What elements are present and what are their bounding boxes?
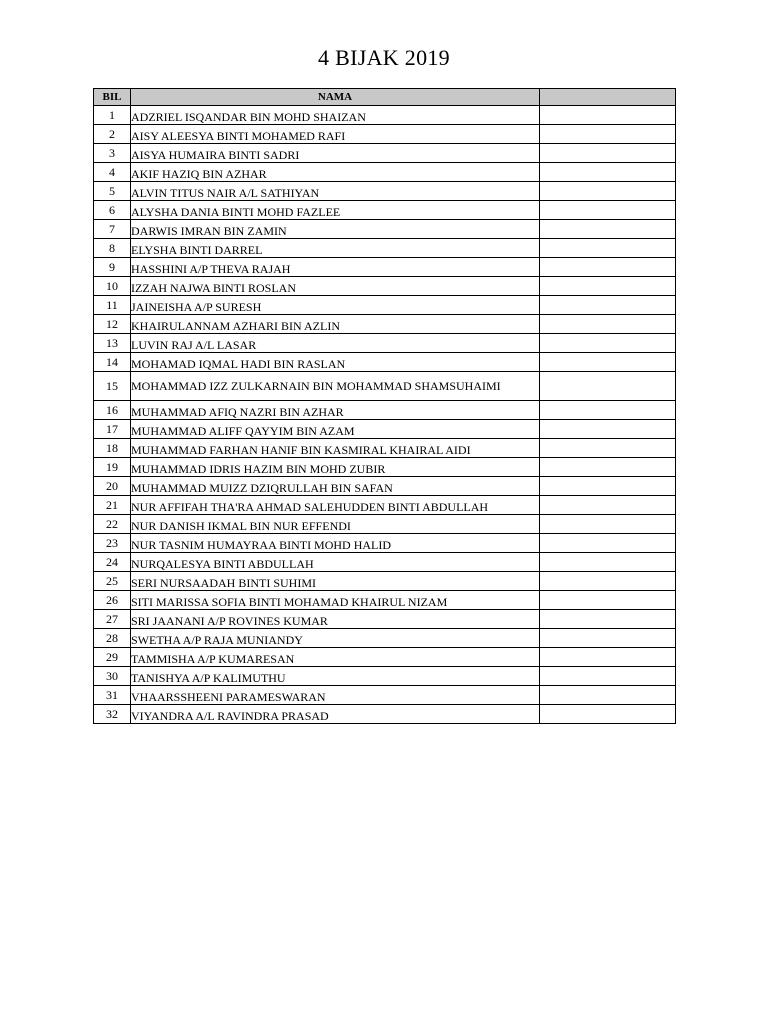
bil-cell: 5: [94, 182, 131, 201]
blank-cell: [540, 353, 676, 372]
bil-cell: 7: [94, 220, 131, 239]
nama-cell: ALVIN TITUS NAIR A/L SATHIYAN: [131, 182, 540, 201]
nama-cell: IZZAH NAJWA BINTI ROSLAN: [131, 277, 540, 296]
table-row: [94, 686, 676, 705]
bil-cell: 28: [94, 629, 131, 648]
bil-cell: 3: [94, 144, 131, 163]
table-row: [94, 667, 676, 686]
blank-cell: [540, 629, 676, 648]
table-row: [94, 439, 676, 458]
bil-cell: 6: [94, 201, 131, 220]
nama-cell: MUHAMMAD ALIFF QAYYIM BIN AZAM: [131, 420, 540, 439]
blank-cell: [540, 439, 676, 458]
blank-cell: [540, 667, 676, 686]
blank-cell: [540, 648, 676, 667]
table-row: [94, 125, 676, 144]
table-row: [94, 420, 676, 439]
blank-cell: [540, 106, 676, 125]
blank-cell: [540, 220, 676, 239]
bil-cell: 29: [94, 648, 131, 667]
table-body: [94, 106, 676, 724]
blank-cell: [540, 515, 676, 534]
blank-cell: [540, 144, 676, 163]
bil-cell: 1: [94, 106, 131, 125]
table-row: [94, 220, 676, 239]
blank-cell: [540, 315, 676, 334]
bil-cell: 26: [94, 591, 131, 610]
blank-cell: [540, 420, 676, 439]
table-row: [94, 201, 676, 220]
table-row: [94, 591, 676, 610]
blank-cell: [540, 686, 676, 705]
table-row: [94, 458, 676, 477]
bil-cell: 11: [94, 296, 131, 315]
bil-cell: 15: [94, 372, 131, 401]
bil-cell: 8: [94, 239, 131, 258]
bil-cell: 19: [94, 458, 131, 477]
blank-cell: [540, 239, 676, 258]
bil-cell: 27: [94, 610, 131, 629]
bil-cell: 31: [94, 686, 131, 705]
nama-cell: MOHAMMAD IZZ ZULKARNAIN BIN MOHAMMAD SHAMSUHAIMI: [131, 372, 540, 401]
bil-cell: 10: [94, 277, 131, 296]
nama-cell: KHAIRULANNAM AZHARI BIN AZLIN: [131, 315, 540, 334]
bil-cell: 16: [94, 401, 131, 420]
bil-cell: 4: [94, 163, 131, 182]
blank-cell: [540, 572, 676, 591]
table-row: [94, 648, 676, 667]
blank-cell: [540, 591, 676, 610]
blank-cell: [540, 277, 676, 296]
nama-cell: ADZRIEL ISQANDAR BIN MOHD SHAIZAN: [131, 106, 540, 125]
table-row: [94, 553, 676, 572]
blank-cell: [540, 258, 676, 277]
nama-cell: NURQALESYA BINTI ABDULLAH: [131, 553, 540, 572]
bil-cell: 23: [94, 534, 131, 553]
column-header-blank: [540, 89, 676, 106]
nama-cell: ALYSHA DANIA BINTI MOHD FAZLEE: [131, 201, 540, 220]
table-row: [94, 182, 676, 201]
bil-cell: 21: [94, 496, 131, 515]
bil-cell: 17: [94, 420, 131, 439]
nama-cell: VIYANDRA A/L RAVINDRA PRASAD: [131, 705, 540, 724]
table-row: [94, 572, 676, 591]
blank-cell: [540, 705, 676, 724]
table-row: [94, 106, 676, 125]
bil-cell: 14: [94, 353, 131, 372]
nama-cell: SRI JAANANI A/P ROVINES KUMAR: [131, 610, 540, 629]
bil-cell: 2: [94, 125, 131, 144]
blank-cell: [540, 125, 676, 144]
blank-cell: [540, 182, 676, 201]
table-row: [94, 610, 676, 629]
table-row: [94, 277, 676, 296]
nama-cell: MUHAMMAD AFIQ NAZRI BIN AZHAR: [131, 401, 540, 420]
nama-cell: DARWIS IMRAN BIN ZAMIN: [131, 220, 540, 239]
table-row: [94, 629, 676, 648]
blank-cell: [540, 458, 676, 477]
nama-cell: MUHAMMAD FARHAN HANIF BIN KASMIRAL KHAIRAL AIDI: [131, 439, 540, 458]
blank-cell: [540, 372, 676, 401]
nama-cell: JAINEISHA A/P SURESH: [131, 296, 540, 315]
table-row: [94, 296, 676, 315]
column-header-bil: BIL: [94, 89, 131, 106]
table-row: [94, 705, 676, 724]
nama-cell: MUHAMMAD IDRIS HAZIM BIN MOHD ZUBIR: [131, 458, 540, 477]
bil-cell: 12: [94, 315, 131, 334]
bil-cell: 9: [94, 258, 131, 277]
nama-cell: AISY ALEESYA BINTI MOHAMED RAFI: [131, 125, 540, 144]
nama-cell: VHAARSSHEENI PARAMESWARAN: [131, 686, 540, 705]
nama-cell: SERI NURSAADAH BINTI SUHIMI: [131, 572, 540, 591]
nama-cell: AKIF HAZIQ BIN AZHAR: [131, 163, 540, 182]
table-header-row: [94, 89, 676, 106]
blank-cell: [540, 296, 676, 315]
blank-cell: [540, 401, 676, 420]
blank-cell: [540, 610, 676, 629]
bil-cell: 24: [94, 553, 131, 572]
nama-cell: LUVIN RAJ A/L LASAR: [131, 334, 540, 353]
table-row: [94, 372, 676, 401]
blank-cell: [540, 534, 676, 553]
blank-cell: [540, 496, 676, 515]
table-row: [94, 334, 676, 353]
table-row: [94, 477, 676, 496]
nama-cell: TANISHYA A/P KALIMUTHU: [131, 667, 540, 686]
bil-cell: 20: [94, 477, 131, 496]
table-row: [94, 163, 676, 182]
nama-cell: SITI MARISSA SOFIA BINTI MOHAMAD KHAIRUL NIZAM: [131, 591, 540, 610]
bil-cell: 30: [94, 667, 131, 686]
bil-cell: 22: [94, 515, 131, 534]
nama-cell: MUHAMMAD MUIZZ DZIQRULLAH BIN SAFAN: [131, 477, 540, 496]
nama-cell: TAMMISHA A/P KUMARESAN: [131, 648, 540, 667]
student-list-table: [93, 88, 676, 724]
bil-cell: 25: [94, 572, 131, 591]
nama-cell: SWETHA A/P RAJA MUNIANDY: [131, 629, 540, 648]
table-row: [94, 315, 676, 334]
table-row: [94, 534, 676, 553]
blank-cell: [540, 553, 676, 572]
table-row: [94, 515, 676, 534]
blank-cell: [540, 334, 676, 353]
nama-cell: AISYA HUMAIRA BINTI SADRI: [131, 144, 540, 163]
blank-cell: [540, 201, 676, 220]
table-row: [94, 239, 676, 258]
bil-cell: 18: [94, 439, 131, 458]
bil-cell: 32: [94, 705, 131, 724]
table-row: [94, 144, 676, 163]
table-row: [94, 258, 676, 277]
nama-cell: HASSHINI A/P THEVA RAJAH: [131, 258, 540, 277]
column-header-nama: NAMA: [131, 89, 540, 106]
blank-cell: [540, 163, 676, 182]
document-title: 4 BIJAK 2019: [318, 45, 450, 70]
table-row: [94, 496, 676, 515]
nama-cell: NUR DANISH IKMAL BIN NUR EFFENDI: [131, 515, 540, 534]
bil-cell: 13: [94, 334, 131, 353]
blank-cell: [540, 477, 676, 496]
table-row: [94, 353, 676, 372]
nama-cell: MOHAMAD IQMAL HADI BIN RASLAN: [131, 353, 540, 372]
nama-cell: NUR TASNIM HUMAYRAA BINTI MOHD HALID: [131, 534, 540, 553]
nama-cell: NUR AFFIFAH THA'RA AHMAD SALEHUDDEN BINTI ABDULLAH: [131, 496, 540, 515]
table-row: [94, 401, 676, 420]
nama-cell: ELYSHA BINTI DARREL: [131, 239, 540, 258]
